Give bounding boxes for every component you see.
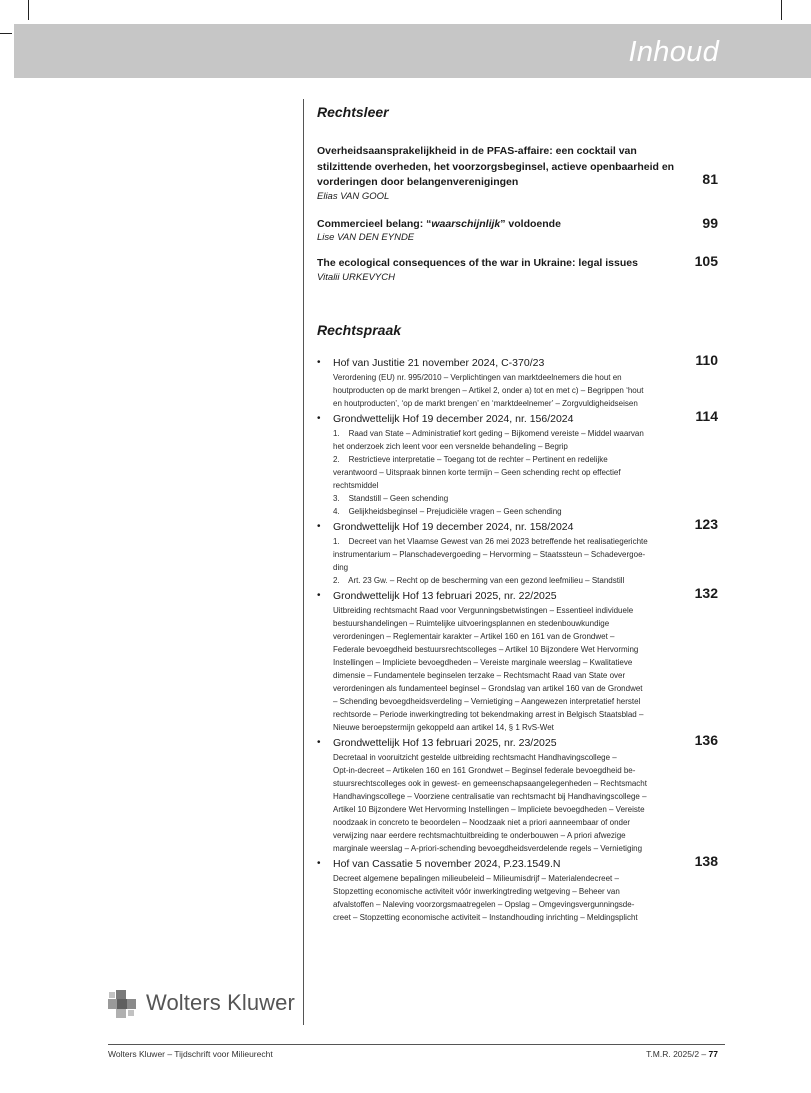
keyword-line: Instellingen – Impliciete bevoegdheden – Vereiste marginale weerslag – Kwalitatieve bbox=[333, 657, 633, 667]
article-title-part: ” voldoende bbox=[500, 217, 561, 230]
keyword-line: 1. Decreet van het Vlaamse Gewest van 26 mei 2023 betreffende het realisatiegerichte bbox=[333, 536, 648, 546]
keyword-line: Decretaal in vooruitzicht gestelde uitbreiding rechtsmacht Handhavingscollege – bbox=[333, 752, 617, 762]
keyword-line: Opt-in-decreet – Artikelen 160 en 161 Grondwet – Beginsel federale bevoegdheid be- bbox=[333, 765, 636, 775]
case-keywords bbox=[333, 751, 689, 855]
keyword-line: 3. Standstill – Geen schending bbox=[333, 493, 449, 503]
toc-case[interactable] bbox=[317, 584, 720, 734]
page-number: 132 bbox=[694, 584, 718, 601]
toc-article[interactable] bbox=[317, 253, 720, 284]
keyword-line: Federale bevoegdheid bestuursrechtscolleges – Artikel 10 Bijzondere Wet Hervorming bbox=[333, 644, 639, 654]
footer-publication: Wolters Kluwer – Tijdschrift voor Milieurecht bbox=[108, 1049, 273, 1059]
article-title: Overheidsaansprakelijkheid in de PFAS-affaire: een cocktail van stilzittende overheden, het voorzorgsbeginsel, actieve openbaarheid en vorderingen door belangenverenigingen bbox=[317, 145, 675, 188]
keyword-line: rechtsmiddel bbox=[333, 480, 379, 490]
toc-case[interactable] bbox=[317, 731, 720, 855]
toc-case[interactable] bbox=[317, 407, 720, 518]
bullet: • bbox=[317, 412, 321, 424]
case-title: Grondwettelijk Hof 13 februari 2025, nr. 23/2025 bbox=[333, 736, 557, 749]
section-heading-rechtsleer: Rechtsleer bbox=[317, 104, 389, 120]
keyword-line: Decreet algemene bepalingen milieubeleid – Milieumisdrijf – Materialendecreet – bbox=[333, 873, 619, 883]
keyword-line: ding bbox=[333, 562, 349, 572]
wolters-kluwer-logo-icon bbox=[106, 988, 138, 1020]
keyword-line: en houtproducten’, ‘op de markt brengen’ en ‘marktdeelnemer’ – Zorgvuldigheidseisen bbox=[333, 398, 638, 408]
page-number: 81 bbox=[702, 171, 718, 187]
keyword-line: creet – Stopzetting economische activiteit – Instandhouding inrichting – Meldingsplicht bbox=[333, 912, 638, 922]
keyword-line: Stopzetting economische activiteit vóór inwerkingtreding wetgeving – Beheer van bbox=[333, 886, 620, 896]
case-keywords bbox=[333, 872, 689, 924]
table-of-contents bbox=[317, 104, 720, 925]
keyword-line: 2. Art. 23 Gw. – Recht op de bescherming van een gezond leefmilieu – Standstill bbox=[333, 575, 625, 585]
keyword-line: Verordening (EU) nr. 995/2010 – Verplichtingen van marktdeelnemers die hout en bbox=[333, 372, 622, 382]
case-title: Hof van Justitie 21 november 2024, C-370/23 bbox=[333, 356, 545, 369]
keyword-line: marginale weerslag – A-priori-schending bevoegdheidsverdelende regels – Vernietiging bbox=[333, 843, 643, 853]
keyword-line: noodzaak in concreto te beoordelen – Noodzaak niet a priori aanneembaar of onder bbox=[333, 817, 631, 827]
keyword-line: 1. Raad van State – Administratief kort geding – Bijkomend vereiste – Middel waarvan bbox=[333, 428, 644, 438]
page-number: 99 bbox=[702, 214, 718, 231]
article-author: Lise VAN DEN EYNDE bbox=[317, 232, 415, 243]
case-title: Grondwettelijk Hof 19 december 2024, nr. 156/2024 bbox=[333, 412, 574, 425]
toc-article[interactable] bbox=[317, 214, 720, 245]
keyword-line: afvalstoffen – Naleving voorzorgsmaatregelen – Opslag – Omgevingsvergunningsde- bbox=[333, 899, 635, 909]
keyword-line: verordeningen – Reglementair karakter – Artikel 160 en 161 van de Grondwet – bbox=[333, 631, 615, 641]
brand-name: Wolters Kluwer bbox=[146, 990, 295, 1015]
article-author: Vitalii URKEVYCH bbox=[317, 271, 395, 283]
case-keywords bbox=[333, 427, 689, 518]
keyword-line: Uitbreiding rechtsmacht Raad voor Vergunningsbetwistingen – Essentieel individuele bbox=[333, 605, 634, 615]
case-title: Grondwettelijk Hof 13 februari 2025, nr. 22/2025 bbox=[333, 589, 557, 602]
page-number: 105 bbox=[694, 253, 718, 269]
page-number: 114 bbox=[695, 407, 718, 424]
bullet: • bbox=[317, 857, 321, 869]
bullet: • bbox=[317, 736, 321, 748]
keyword-line: stuursrechtscolleges ook in gewest- en gemeenschapsaangelegenheden – Rechtsmacht bbox=[333, 778, 647, 788]
article-title bbox=[317, 217, 687, 233]
page-number: 136 bbox=[694, 731, 718, 748]
case-keywords bbox=[333, 535, 689, 587]
bullet: • bbox=[317, 356, 321, 368]
keyword-line: Handhavingscollege – Voorziene centralisatie van rechtsmacht bij Handhavingscollege – bbox=[333, 791, 647, 801]
crop-mark bbox=[28, 0, 29, 20]
keyword-line: 4. Gelijkheidsbeginsel – Prejudiciële vragen – Geen schending bbox=[333, 506, 562, 516]
article-title-part: Commercieel belang: “ bbox=[317, 217, 432, 230]
keyword-line: rechtsorde – Periode inwerkingtreding tot bekendmaking arrest in Belgisch Staatsblad – bbox=[333, 709, 644, 719]
toc-case[interactable] bbox=[317, 351, 720, 410]
keyword-line: Artikel 10 Bijzondere Wet Hervorming Instellingen – Impliciete bevoegdheden – Vereiste bbox=[333, 804, 645, 814]
case-title: Grondwettelijk Hof 19 december 2024, nr. 158/2024 bbox=[333, 520, 574, 533]
footer-issue-label: T.M.R. 2025/2 – bbox=[646, 1049, 709, 1059]
bullet: • bbox=[317, 520, 321, 532]
case-keywords bbox=[333, 371, 689, 410]
case-title: Hof van Cassatie 5 november 2024, P.23.1549.N bbox=[333, 857, 561, 870]
crop-mark bbox=[0, 33, 12, 34]
toc-case[interactable] bbox=[317, 515, 720, 587]
toc-article[interactable] bbox=[317, 144, 720, 203]
page-number: 138 bbox=[694, 852, 718, 869]
article-title: The ecological consequences of the war in Ukraine: legal issues bbox=[317, 257, 638, 269]
keyword-line: dimensie – Fundamentele beginselen terzake – Rechtsmacht Raad van State over bbox=[333, 670, 626, 680]
footer-divider bbox=[108, 1044, 725, 1045]
keyword-line: het onderzoek zich leent voor een versnelde behandeling – Begrip bbox=[333, 441, 568, 451]
keyword-line: verwijzing naar eerdere rechtsmachtuitbreiding te onderbouwen – A priori afwezige bbox=[333, 830, 626, 840]
keyword-line: 2. Restrictieve interpretatie – Toegang tot de rechter – Pertinent en redelijke bbox=[333, 454, 608, 464]
keyword-line: verantwoord – Uitspraak binnen korte termijn – Geen schending recht op effectief bbox=[333, 467, 621, 477]
footer-page-number: 77 bbox=[708, 1049, 718, 1059]
crop-mark bbox=[781, 0, 782, 20]
case-keywords bbox=[333, 604, 689, 734]
section-heading-rechtspraak: Rechtspraak bbox=[317, 321, 402, 338]
vertical-divider bbox=[303, 99, 304, 1025]
keyword-line: instrumentarium – Planschadevergoeding – Hervorming – Staatssteun – Schadevergoe- bbox=[333, 549, 646, 559]
bullet: • bbox=[317, 589, 321, 601]
toc-case[interactable] bbox=[317, 852, 720, 924]
page-title: Inhoud bbox=[628, 36, 719, 68]
article-author: Elias VAN GOOL bbox=[317, 190, 390, 202]
footer-issue bbox=[646, 1049, 718, 1059]
keyword-line: houtproducten op de markt brengen – Artikel 2, onder a) tot en met c) – Begrippen ‘hout bbox=[333, 385, 644, 395]
keyword-line: bestuurshandelingen – Ruimtelijke uitvoeringsplannen en stedenbouwkundige bbox=[333, 618, 610, 628]
keyword-line: verordeningen als fundamenteel beginsel – Grondslag van artikel 160 van de Grondwet bbox=[333, 683, 643, 693]
keyword-line: Nieuwe beroepstermijn gekoppeld aan artikel 14, § 1 RvS-Wet bbox=[333, 722, 554, 732]
article-title-italic: waarschijnlijk bbox=[431, 217, 501, 230]
page-number: 123 bbox=[694, 515, 718, 532]
page-number: 110 bbox=[695, 351, 718, 368]
keyword-line: – Schending bevoegdheidsverdeling – Vernietiging – Aangewezen interpretatief herstel bbox=[333, 696, 641, 706]
